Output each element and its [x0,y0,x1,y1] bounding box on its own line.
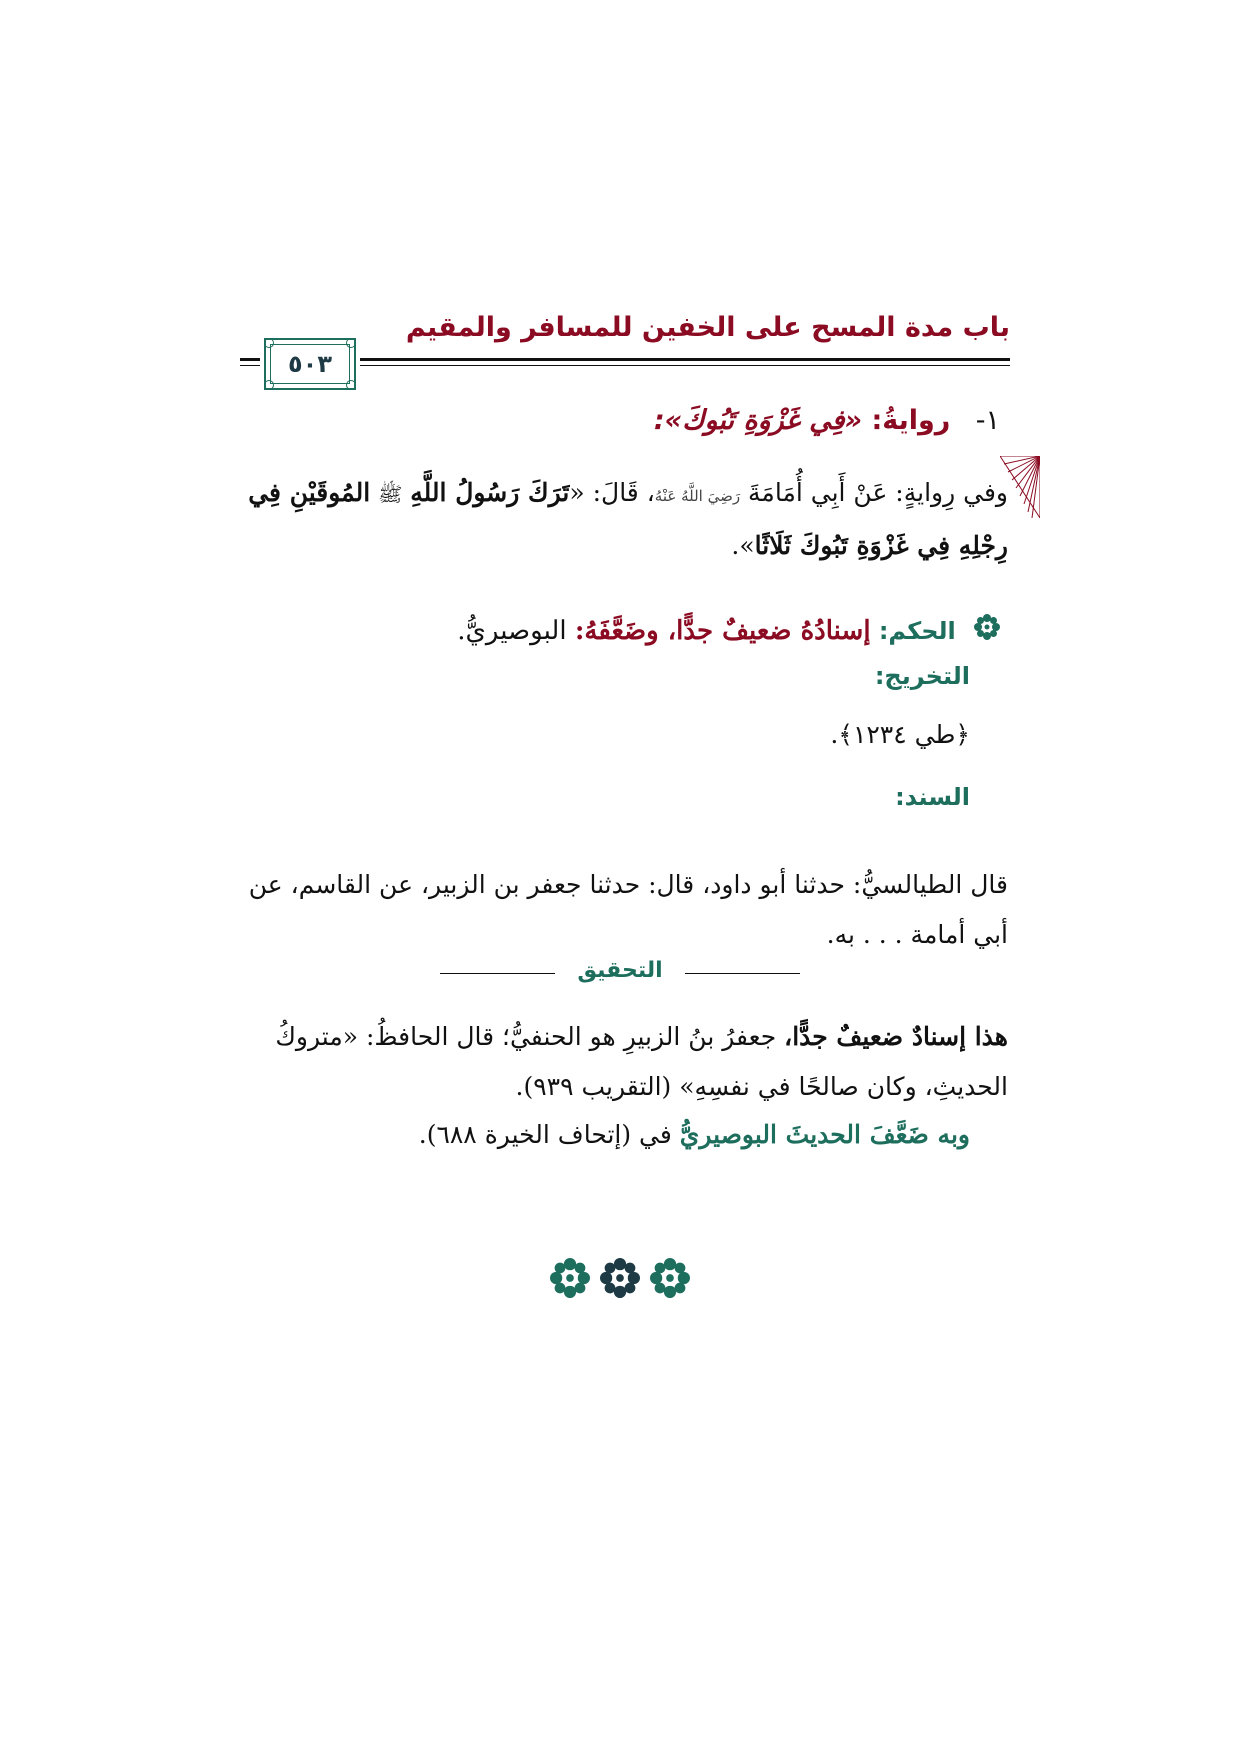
sanad-text: قال الطيالسيُّ: حدثنا أبو داود، قال: حدثنا جعفر بن الزبير، عن القاسم، عن أبي أمامة . . . به. [248,870,1008,949]
narration-qala: ، قَالَ: « [569,478,655,507]
tahqiq-p2-text: في (إتحاف الخيرة ٦٨٨). [418,1120,672,1149]
section-quote: «فِي غَزْوَةِ تَبُوكَ»: [653,405,863,436]
flower-ornament-icon [650,1258,690,1308]
honorific-mark: رَضِيَ اللَّهُ عَنْهُ [654,487,741,505]
ruling-line [230,606,1000,657]
page-number-box [264,338,356,390]
takhrij-reference: ﴿طي ١٢٣٤﴾. [830,720,970,749]
ruling-label: الحكم: [878,617,956,645]
tahqiq-p1-text: جعفرُ بنُ الزبيرِ هو الحنفيُّ؛ قال الحافظُ: «متروكُ الحديثِ، وكان صالحًا في نفسِهِ» (التقريب ٩٣٩). [275,1022,1008,1101]
flower-ornament-icon [974,607,1000,657]
chapter-title: باب مدة المسح على الخفين للمسافر والمقيم [405,312,1010,343]
ruling-by: البوصيريُّ. [457,616,567,646]
narration-end: ». [731,531,755,560]
section-number: ١- [975,405,1000,436]
closing-ornaments [520,1258,720,1308]
section-label: روايةُ: [871,405,951,436]
takhrij-label: التخريج: [874,662,970,690]
tahqiq-p2-bold: وبه ضَعَّفَ الحديثَ البوصيريُّ [679,1120,970,1149]
tahqiq-divider [440,958,800,988]
narration-intro: وفي رِوايةٍ: عَنْ أَبِي أُمَامَةَ [748,478,1008,507]
sanad-label: السند: [895,783,970,811]
tahqiq-paragraph-2 [220,1110,970,1160]
salawat-mark: ﷺ [378,482,403,506]
tahqiq-title: التحقيق [577,958,663,983]
hadith-text-1: تَرَكَ رَسُولُ اللَّهِ [410,478,570,507]
tahqiq-p1-bold: هذا إسنادٌ ضعيفٌ جدًّا، [784,1022,1008,1051]
flower-ornament-icon [550,1258,590,1308]
hadith-text-2: المُوقَيْنِ فِي رِجْلِهِ فِي غَزْوَةِ تَبُوكَ ثَلَاثًا [248,478,1008,560]
section-heading [230,405,1000,436]
ruling-verdict: إسنادُهُ ضعيفٌ جدًّا، وضَعَّفَهُ: [574,616,871,646]
page-header [240,312,1010,384]
flower-ornament-icon [600,1258,640,1308]
tahqiq-paragraph-1 [228,1012,1008,1112]
header-rule-right [360,358,1010,370]
narration-paragraph [238,468,1008,571]
header-rule-left [240,358,260,370]
page-number: ٥٠٣ [288,350,332,378]
